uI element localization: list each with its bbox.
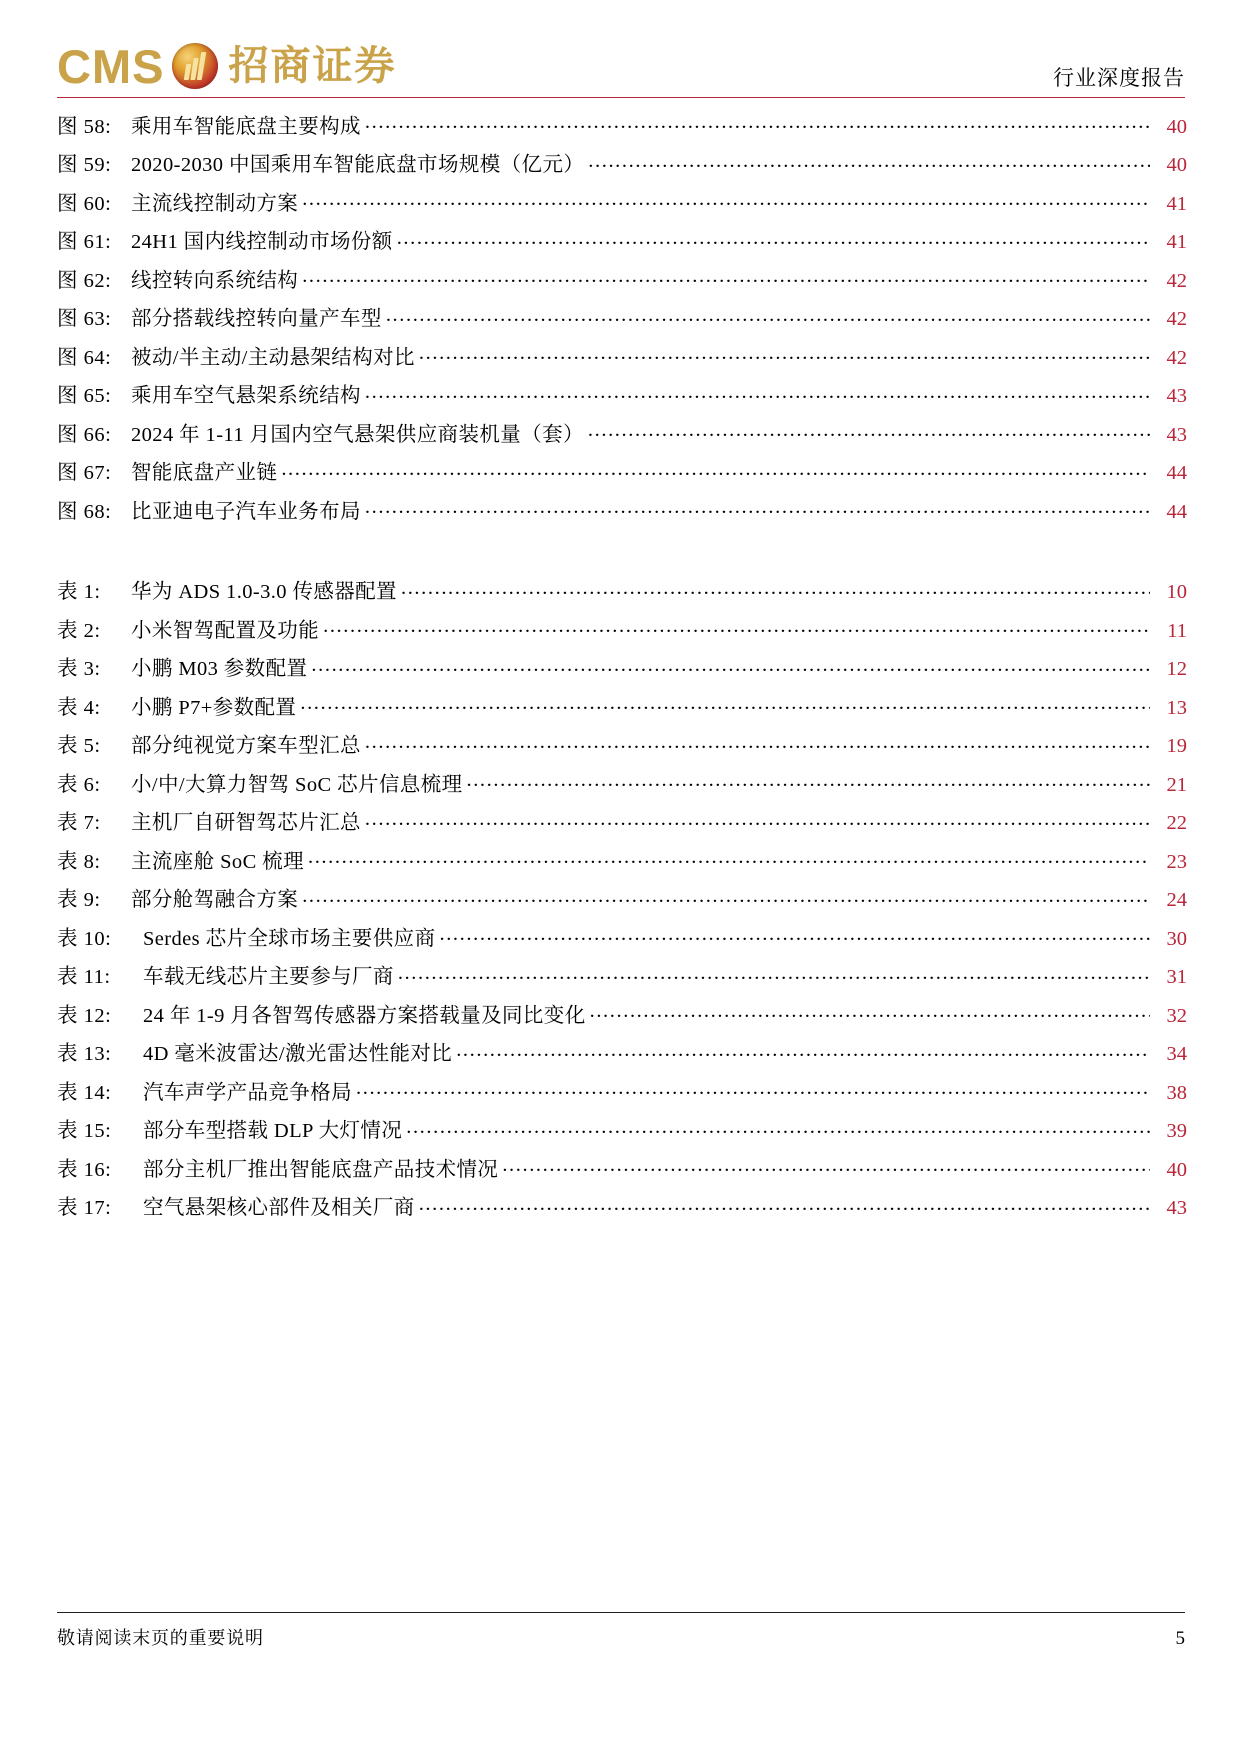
toc-entry-label: 图 64: (57, 346, 112, 369)
toc-entry[interactable] (57, 151, 1187, 190)
toc-entry[interactable] (57, 1117, 1187, 1156)
toc-entry-label: 表 13: (57, 1043, 112, 1065)
toc-entry-label: 图 59: (57, 154, 112, 176)
toc-leader-dots (323, 616, 1150, 637)
toc-entry-title: 部分车型搭载 DLP 大灯情况 (143, 1120, 403, 1142)
toc-entry-title: 部分纯视觉方案车型汇总 (131, 735, 361, 757)
toc-entry-page: 34 (1166, 1043, 1187, 1065)
toc-leader-dots (281, 459, 1150, 480)
toc-entry[interactable] (57, 382, 1187, 421)
toc-entry-page: 31 (1166, 966, 1187, 988)
toc-entry-title: 乘用车智能底盘主要构成 (131, 115, 361, 138)
toc-leader-dots (365, 497, 1150, 518)
toc-entry[interactable] (57, 924, 1187, 963)
toc-leader-dots (356, 1078, 1150, 1099)
toc-entry-page: 10 (1166, 581, 1187, 603)
toc-entry[interactable] (57, 420, 1187, 459)
toc-entry-label: 图 66: (57, 423, 112, 446)
toc-leader-dots (588, 151, 1150, 172)
toc-entry-page: 22 (1166, 812, 1187, 834)
toc-entry[interactable] (57, 1001, 1187, 1040)
toc-leader-dots (365, 732, 1150, 753)
toc-leader-dots (302, 886, 1150, 907)
toc-entry-label: 图 65: (57, 385, 112, 407)
toc-leader-dots (419, 343, 1150, 364)
toc-entry-label: 表 7: (57, 812, 101, 834)
toc-entry[interactable] (57, 1155, 1187, 1194)
toc-leader-dots (401, 578, 1150, 599)
toc-entry-label: 图 60: (57, 192, 112, 215)
toc-leader-dots (406, 1117, 1150, 1138)
toc-entry-title: 部分搭载线控转向量产车型 (131, 308, 382, 330)
toc-entry-title: 空气悬架核心部件及相关厂商 (143, 1197, 415, 1219)
toc-entry-title: 比亚迪电子汽车业务布局 (131, 500, 361, 523)
toc-entry-page: 30 (1166, 927, 1187, 950)
toc-entry[interactable] (57, 459, 1187, 498)
toc-entry-label: 表 3: (57, 658, 101, 680)
toc-leader-dots (456, 1040, 1150, 1061)
toc-entry[interactable] (57, 732, 1187, 771)
toc-leader-dots (311, 655, 1150, 676)
toc-entry-page: 13 (1166, 696, 1187, 719)
toc-leader-dots (439, 924, 1150, 945)
toc-leader-dots (308, 847, 1150, 868)
toc-entry-title: 主流座舱 SoC 梳理 (131, 850, 304, 873)
toc-entry[interactable] (57, 770, 1187, 809)
page-number: 5 (1175, 1628, 1185, 1649)
toc-entry-page: 43 (1166, 1197, 1187, 1219)
toc-entry-title: 小鹏 P7+参数配置 (131, 696, 297, 719)
toc-entry-page: 44 (1166, 500, 1187, 523)
toc-leader-dots (300, 693, 1150, 714)
toc-entry[interactable] (57, 847, 1187, 886)
toc-leader-dots (502, 1155, 1150, 1176)
toc-entry-title: 部分舱驾融合方案 (131, 889, 299, 911)
page-header (57, 26, 1185, 98)
toc-entry-title: 华为 ADS 1.0-3.0 传感器配置 (131, 581, 397, 603)
toc-entry-title: 部分主机厂推出智能底盘产品技术情况 (143, 1158, 499, 1181)
toc-entry-title: 24H1 国内线控制动市场份额 (131, 231, 393, 253)
toc-entry[interactable] (57, 228, 1187, 267)
toc-leader-dots (590, 1001, 1150, 1022)
toc-leader-dots (365, 382, 1150, 403)
toc-entry-title: 24 年 1-9 月各智驾传感器方案搭载量及同比变化 (143, 1004, 586, 1027)
toc-entry-label: 表 14: (57, 1081, 112, 1104)
toc-entry-page: 32 (1166, 1004, 1187, 1027)
toc-entry-label: 表 2: (57, 619, 101, 642)
brand-name: 招商证券 (228, 42, 397, 88)
toc-table-list (57, 578, 1187, 1233)
toc-entry-label: 图 63: (57, 308, 112, 330)
toc-leader-dots (398, 963, 1150, 984)
toc-entry[interactable] (57, 963, 1187, 1002)
toc-entry-label: 图 61: (57, 231, 112, 253)
toc-entry-page: 40 (1166, 154, 1187, 176)
toc-leader-dots (302, 266, 1150, 287)
toc-entry-page: 43 (1166, 385, 1187, 407)
toc-entry[interactable] (57, 305, 1187, 344)
toc-entry-page: 42 (1166, 308, 1187, 330)
toc-entry-title: 被动/半主动/主动悬架结构对比 (131, 346, 415, 369)
toc-entry-label: 表 6: (57, 773, 101, 796)
table-of-contents (57, 112, 1187, 1232)
toc-entry-page: 42 (1166, 269, 1187, 292)
toc-entry-label: 图 67: (57, 462, 112, 484)
page-footer (57, 1624, 1185, 1650)
toc-entry[interactable] (57, 693, 1187, 732)
toc-entry-page: 19 (1166, 735, 1187, 757)
toc-entry[interactable] (57, 1040, 1187, 1079)
toc-entry-label: 表 10: (57, 927, 112, 950)
toc-entry-page: 41 (1166, 231, 1187, 253)
toc-leader-dots (397, 228, 1150, 249)
toc-entry[interactable] (57, 616, 1187, 655)
toc-entry[interactable] (57, 655, 1187, 694)
toc-entry-page: 44 (1166, 462, 1187, 484)
toc-entry-label: 表 1: (57, 581, 101, 603)
toc-entry-title: 车载无线芯片主要参与厂商 (143, 966, 394, 988)
toc-entry-label: 表 8: (57, 850, 101, 873)
toc-entry-page: 43 (1166, 423, 1187, 446)
toc-entry-label: 表 11: (57, 966, 111, 988)
company-logo (57, 36, 396, 98)
toc-entry[interactable] (57, 809, 1187, 848)
toc-leader-dots (302, 189, 1150, 210)
toc-entry-page: 11 (1167, 619, 1187, 642)
toc-entry[interactable] (57, 189, 1187, 228)
toc-entry[interactable] (57, 497, 1187, 536)
toc-entry[interactable] (57, 343, 1187, 382)
toc-entry-page: 21 (1166, 773, 1187, 796)
brand-abbreviation: CMS (57, 39, 165, 93)
toc-entry-page: 41 (1166, 192, 1187, 215)
toc-entry-title: 小/中/大算力智驾 SoC 芯片信息梳理 (131, 773, 463, 796)
toc-leader-dots (365, 112, 1150, 133)
toc-entry-label: 表 15: (57, 1120, 112, 1142)
cms-emblem-icon (172, 43, 218, 89)
toc-entry-label: 表 17: (57, 1197, 112, 1219)
header-divider (57, 97, 1185, 98)
toc-leader-dots (365, 809, 1150, 830)
toc-entry-title: 小米智驾配置及功能 (131, 619, 320, 642)
toc-entry[interactable] (57, 886, 1187, 925)
toc-entry-label: 表 16: (57, 1158, 112, 1181)
footer-disclaimer: 敬请阅读末页的重要说明 (57, 1628, 264, 1648)
toc-entry-label: 图 62: (57, 269, 112, 292)
toc-entry-title: 2020-2030 中国乘用车智能底盘市场规模（亿元） (131, 154, 585, 176)
toc-entry-title: 小鹏 M03 参数配置 (131, 658, 308, 680)
toc-entry-title: 主流线控制动方案 (131, 192, 299, 215)
toc-entry-title: Serdes 芯片全球市场主要供应商 (143, 927, 436, 950)
toc-entry-label: 表 12: (57, 1004, 112, 1027)
toc-entry-title: 线控转向系统结构 (131, 269, 299, 292)
toc-entry[interactable] (57, 266, 1187, 305)
toc-entry-page: 38 (1166, 1081, 1187, 1104)
toc-entry-title: 4D 毫米波雷达/激光雷达性能对比 (143, 1043, 453, 1065)
toc-leader-dots (588, 420, 1150, 441)
toc-entry-label: 图 68: (57, 500, 112, 523)
toc-entry-page: 40 (1166, 1158, 1187, 1181)
toc-entry-title: 2024 年 1-11 月国内空气悬架供应商装机量（套） (131, 423, 584, 446)
toc-entry-label: 表 5: (57, 735, 101, 757)
toc-entry-title: 汽车声学产品竞争格局 (143, 1081, 352, 1104)
toc-entry-title: 乘用车空气悬架系统结构 (131, 385, 361, 407)
toc-entry-page: 39 (1166, 1120, 1187, 1142)
toc-entry-title: 智能底盘产业链 (131, 462, 278, 484)
toc-entry-label: 图 58: (57, 115, 112, 138)
toc-entry-label: 表 9: (57, 889, 101, 911)
toc-entry-page: 42 (1166, 346, 1187, 369)
toc-entry-page: 40 (1166, 115, 1187, 138)
toc-leader-dots (466, 770, 1150, 791)
report-type-label: 行业深度报告 (1053, 66, 1185, 90)
toc-leader-dots (386, 305, 1150, 326)
toc-entry-page: 24 (1166, 889, 1187, 911)
footer-divider (57, 1612, 1185, 1613)
toc-entry[interactable] (57, 578, 1187, 617)
toc-entry-page: 12 (1166, 658, 1187, 680)
toc-entry-label: 表 4: (57, 696, 101, 719)
toc-figure-list (57, 112, 1187, 536)
toc-entry-page: 23 (1166, 850, 1187, 873)
toc-entry[interactable] (57, 112, 1187, 151)
toc-entry-title: 主机厂自研智驾芯片汇总 (131, 812, 361, 834)
toc-leader-dots (419, 1194, 1150, 1215)
toc-entry[interactable] (57, 1194, 1187, 1233)
toc-entry[interactable] (57, 1078, 1187, 1117)
